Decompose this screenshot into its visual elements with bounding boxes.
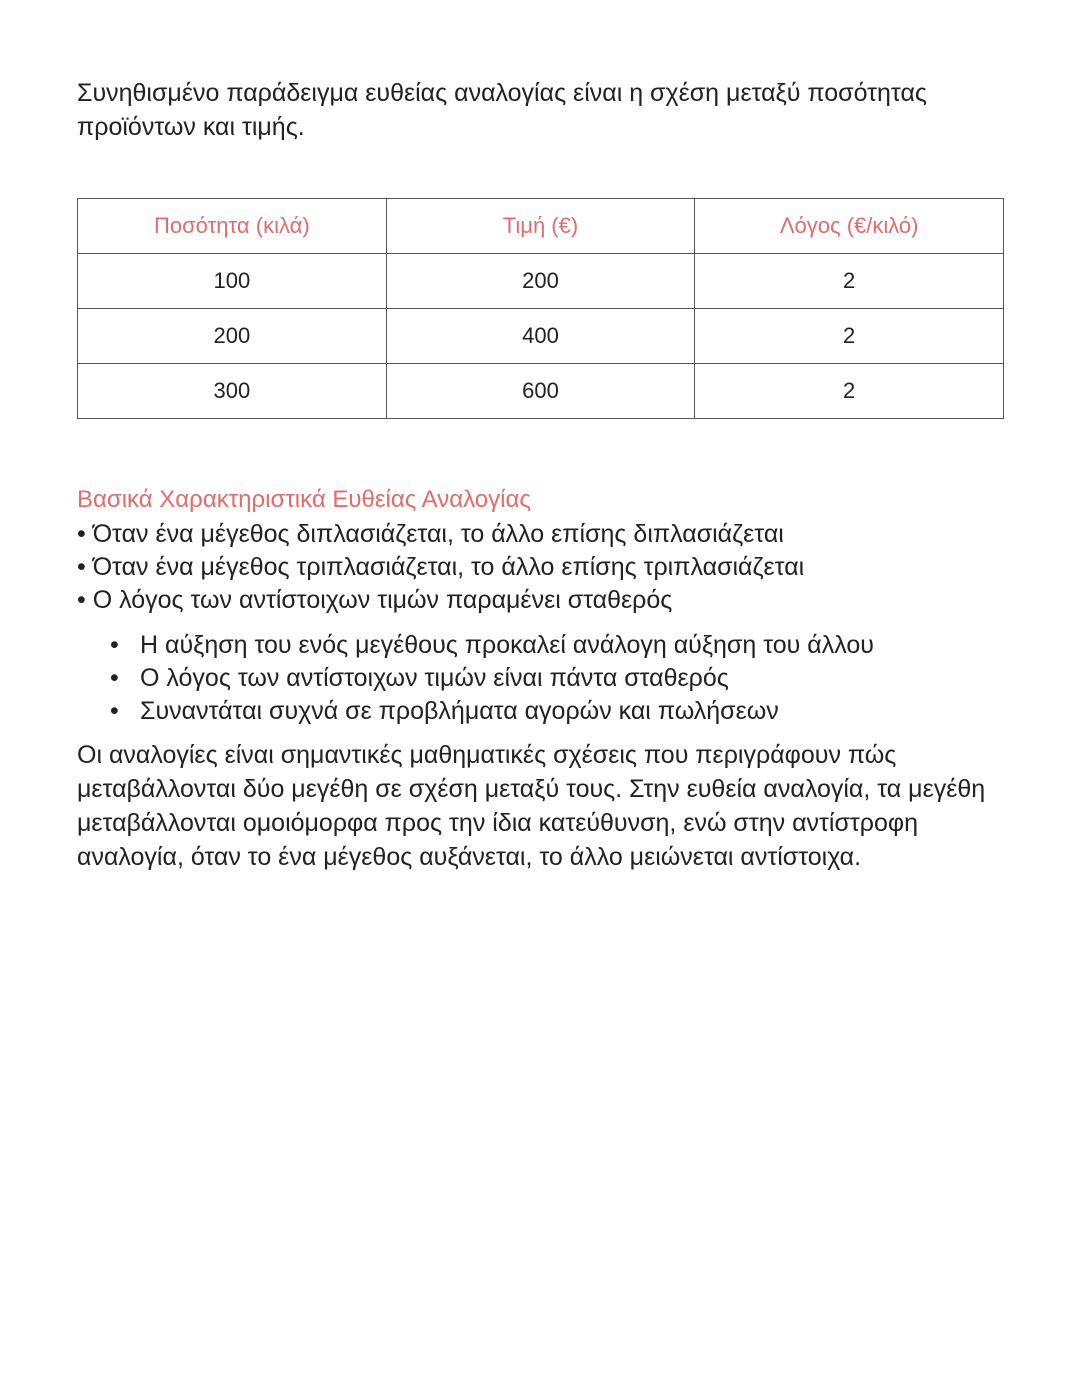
table-row bbox=[78, 254, 1004, 309]
sub-list-item bbox=[107, 695, 1003, 728]
sub-list-item-text: Συναντάται συχνά σε προβλήματα αγορών και πωλήσεων bbox=[140, 697, 779, 725]
list-item: • Ο λόγος των αντίστοιχων τιμών παραμένει σταθερός bbox=[77, 586, 673, 614]
cell-quantity: 100 bbox=[78, 254, 387, 309]
bullet-icon: • bbox=[110, 697, 119, 725]
cell-ratio: 2 bbox=[695, 309, 1004, 364]
table-header-row bbox=[78, 199, 1004, 254]
cell-price: 200 bbox=[386, 254, 695, 309]
cell-quantity: 300 bbox=[78, 364, 387, 419]
cell-price: 600 bbox=[386, 364, 695, 419]
header-quantity: Ποσότητα (κιλά) bbox=[78, 199, 387, 254]
sub-characteristics-list bbox=[77, 629, 1003, 728]
sub-list-item bbox=[107, 662, 1003, 695]
cell-ratio: 2 bbox=[695, 254, 1004, 309]
characteristics-list bbox=[77, 518, 1003, 617]
header-price: Τιμή (€) bbox=[386, 199, 695, 254]
header-ratio: Λόγος (€/κιλό) bbox=[695, 199, 1004, 254]
intro-paragraph: Συνηθισμένο παράδειγμα ευθείας αναλογίας είναι η σχέση μεταξύ ποσότητας προϊόντων και τιμής. bbox=[77, 79, 927, 141]
outro-paragraph: Οι αναλογίες είναι σημαντικές μαθηματικές σχέσεις που περιγράφουν πώς μεταβάλλονται δύο μεγέθη σε σχέση μεταξύ τους. Στην ευθεία αναλογία, τα μεγέθη μεταβάλλονται ομοιόμορφα προς την ίδια κατεύθυνση, ενώ στην αντίστροφη αναλογία, όταν το ένα μέγεθος αυξάνεται, το άλλο μειώνεται αντίστοιχα. bbox=[77, 741, 986, 871]
table-row bbox=[78, 309, 1004, 364]
proportion-table bbox=[77, 198, 1004, 419]
document-page bbox=[77, 76, 1003, 899]
sub-list-item-text: Η αύξηση του ενός μεγέθους προκαλεί ανάλογη αύξηση του άλλου bbox=[140, 631, 874, 659]
sub-list-item-text: Ο λόγος των αντίστοιχων τιμών είναι πάντα σταθερός bbox=[140, 664, 729, 692]
cell-price: 400 bbox=[386, 309, 695, 364]
section-heading: Βασικά Χαρακτηριστικά Ευθείας Αναλογίας bbox=[77, 486, 531, 513]
list-item: • Όταν ένα μέγεθος διπλασιάζεται, το άλλο επίσης διπλασιάζεται bbox=[77, 520, 784, 548]
sub-list-item bbox=[107, 629, 1003, 662]
bullet-icon: • bbox=[110, 664, 119, 692]
cell-ratio: 2 bbox=[695, 364, 1004, 419]
cell-quantity: 200 bbox=[78, 309, 387, 364]
list-item: • Όταν ένα μέγεθος τριπλασιάζεται, το άλλο επίσης τριπλασιάζεται bbox=[77, 553, 805, 581]
bullet-icon: • bbox=[110, 631, 119, 659]
table-row bbox=[78, 364, 1004, 419]
